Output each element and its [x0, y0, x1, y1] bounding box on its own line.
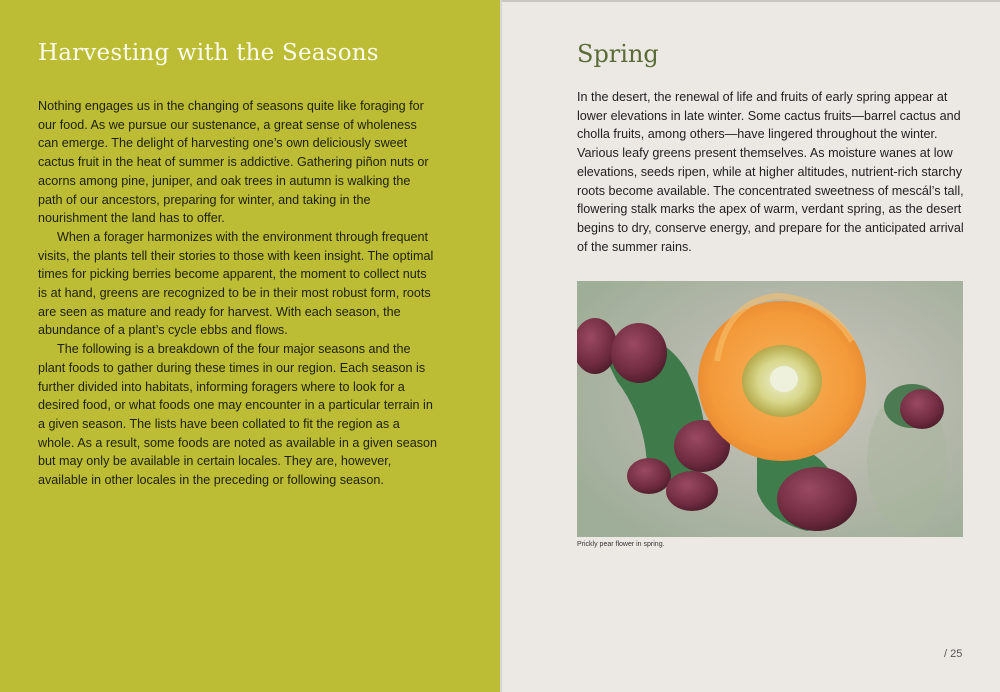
section-text: In the desert, the renewal of life and fruits of early spring appear at lower elevations in late winter. Some cactus fruits—barrel cactus and cholla fruits, among others—have lingered throughout the winter. Various leafy greens present themselves. As moisture wanes at low elevations, seeds ripen, while at higher altitudes, nutrient-rich starchy roots become available. The concentrated sweetness of mescál’s tall, flowering stalk marks the apex of warm, verdant spring, as the desert begins to dry, conserve energy, and prepare for the anticipated arrival of the summer rains. [577, 90, 964, 254]
paragraph: Nothing engages us in the changing of seasons quite like foraging for our food. As we pursue our sustenance, a great sense of wholeness can emerge. The delight of harvesting one’s own deliciously sweet cactus fruit in the heat of summer is addictive. Gathering piñon nuts or acorns among pine, juniper, and oak trees in autumn is walking the path of our ancestors, preparing for winter, and taking in the nourishment the land has to offer. [38, 99, 429, 226]
page-number: / 25 [944, 648, 963, 660]
intro-text [38, 97, 438, 490]
paragraph: When a forager harmonizes with the environment through frequent visits, the plants tell their stories to those with keen insight. The optimal times for picking berries become apparent, the moment to collect nuts is at hand, greens are recognized to be in their most robust form, roots are seen as mature and ready for harvest. With each season, the abundance of a plant’s cycle ebbs and flows. [38, 229, 434, 338]
paragraph: The following is a breakdown of the four major seasons and the plant foods to gather during these times in our region. Each season is further divided into habitats, informing foragers where to look for a desired food, or what foods one may encounter in a particular terrain in a given season. The lists have been collated to fit the region as a whole. As a result, some foods are noted as available in a given season but may only be available in certain locales. They are, however, available in other locales in the preceding or following season. [38, 342, 438, 488]
chapter-title: Harvesting with the Seasons [38, 40, 379, 66]
page-edge [502, 0, 1000, 2]
section-title: Spring [577, 40, 659, 68]
right-page [502, 0, 1000, 692]
prickly-pear-flower-icon [577, 281, 963, 537]
photo-caption: Prickly pear flower in spring. [577, 541, 665, 548]
prickly-pear-photo [577, 281, 963, 537]
